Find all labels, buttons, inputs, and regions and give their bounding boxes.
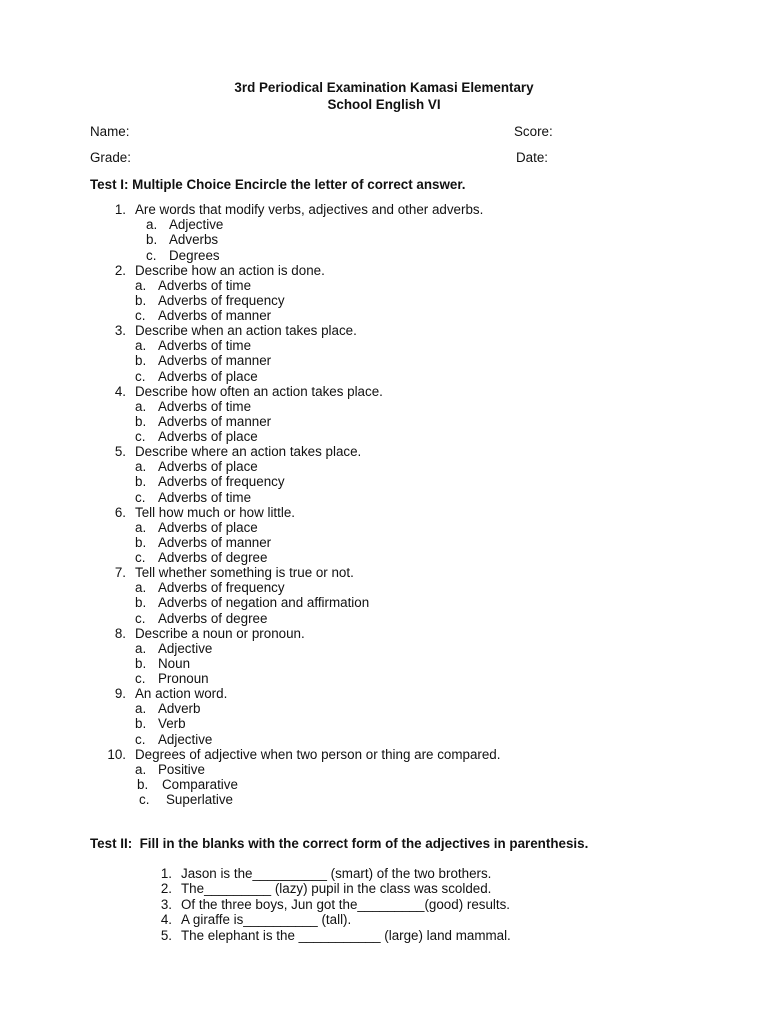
option-text: Adverb: [158, 701, 201, 717]
option-letter[interactable]: c.: [135, 731, 146, 747]
question-text: Describe when an action takes place.: [135, 323, 357, 338]
option-letter[interactable]: c.: [135, 308, 146, 324]
question-number: 6.: [114, 504, 126, 520]
option-text: Adverbs of manner: [158, 353, 272, 369]
option-letter[interactable]: b.: [135, 292, 147, 308]
option-letter[interactable]: a.: [135, 519, 147, 535]
option-text: Adverbs of manner: [158, 308, 272, 324]
question-number: 3.: [114, 323, 126, 338]
option-letter[interactable]: c.: [135, 550, 146, 566]
option-text: Adverbs: [169, 232, 219, 248]
name-label: Name:: [90, 124, 130, 139]
score-label: Score:: [514, 124, 553, 139]
date-label: Date:: [516, 150, 549, 165]
option-text: Adverbs of negation and affirmation: [158, 595, 370, 611]
option-letter[interactable]: b.: [135, 353, 147, 369]
option-text: Adverbs of place: [158, 368, 258, 384]
option-letter[interactable]: c.: [135, 671, 146, 687]
question-text: An action word.: [135, 686, 228, 701]
question-number: 5.: [114, 444, 126, 459]
option-text: Noun: [158, 655, 191, 671]
option-text: Adverbs of time: [158, 489, 252, 505]
question-number: 7.: [114, 565, 126, 580]
option-letter[interactable]: c.: [135, 368, 146, 384]
option-letter[interactable]: b.: [135, 716, 147, 732]
question-number: 8.: [114, 625, 126, 641]
option-text: Comparative: [162, 776, 238, 792]
option-letter[interactable]: b.: [135, 595, 147, 611]
option-letter[interactable]: b.: [135, 474, 147, 490]
question-number: 2.: [114, 262, 126, 278]
option-text: Adverbs of frequency: [158, 292, 285, 308]
option-letter[interactable]: a.: [135, 459, 147, 475]
option-letter[interactable]: b.: [135, 534, 147, 550]
option-text: Adverbs of time: [158, 338, 252, 354]
option-text: Adverbs of degree: [158, 550, 268, 566]
option-letter[interactable]: c.: [135, 610, 146, 626]
fill-item-number: 2.: [160, 881, 172, 897]
question-number: 9.: [114, 686, 126, 701]
fill-item-text[interactable]: A giraffe is__________ (tall).: [181, 912, 352, 928]
option-letter[interactable]: b.: [135, 413, 147, 429]
option-letter[interactable]: a.: [146, 217, 158, 233]
fill-item-number: 5.: [160, 927, 172, 943]
option-text: Adjective: [158, 731, 213, 747]
option-letter[interactable]: c.: [135, 489, 146, 505]
option-text: Adverbs of manner: [158, 413, 272, 429]
test2-heading: Test II: Fill in the blanks with the correct form of the adjectives in parenthesis.: [90, 836, 589, 851]
question-text: Describe how an action is done.: [135, 262, 325, 278]
option-text: Degrees: [169, 247, 220, 263]
option-letter[interactable]: a.: [135, 761, 147, 777]
option-text: Adverbs of frequency: [158, 580, 285, 596]
question-text: Describe how often an action takes place.: [135, 383, 383, 399]
exam-title-line-2: School English VI: [327, 97, 441, 112]
question-text: Tell how much or how little.: [135, 504, 296, 520]
option-letter[interactable]: b.: [146, 232, 158, 248]
option-letter[interactable]: a.: [135, 580, 147, 596]
option-letter[interactable]: a.: [135, 398, 147, 414]
question-text: Describe where an action takes place.: [135, 444, 362, 459]
exam-title-line-1: 3rd Periodical Examination Kamasi Elementary: [234, 80, 534, 95]
option-letter[interactable]: b.: [135, 655, 147, 671]
option-letter[interactable]: b.: [137, 776, 149, 792]
question-number: 4.: [114, 383, 126, 399]
test1-heading: Test I: Multiple Choice Encircle the letter of correct answer.: [90, 177, 466, 192]
option-letter[interactable]: c.: [139, 792, 150, 808]
question-text: Tell whether something is true or not.: [135, 565, 354, 580]
option-text: Adverbs of place: [158, 459, 258, 475]
option-letter[interactable]: a.: [135, 338, 147, 354]
question-text: Degrees of adjective when two person or thing are compared.: [135, 746, 501, 762]
fill-item-text[interactable]: Jason is the__________ (smart) of the two brothers.: [181, 866, 492, 881]
option-letter[interactable]: a.: [135, 277, 147, 293]
fill-item-text[interactable]: Of the three boys, Jun got the_________(good) results.: [181, 896, 511, 912]
option-text: Adverbs of frequency: [158, 474, 285, 490]
option-text: Adverbs of time: [158, 277, 252, 293]
question-number: 1.: [114, 202, 126, 217]
question-text: Describe a noun or pronoun.: [135, 625, 305, 641]
option-text: Pronoun: [158, 671, 209, 687]
option-text: Adverbs of manner: [158, 534, 272, 550]
option-text: Superlative: [166, 792, 233, 808]
fill-item-number: 4.: [160, 912, 172, 928]
fill-item-number: 3.: [160, 896, 172, 912]
option-text: Adverbs of degree: [158, 610, 268, 626]
option-text: Adjective: [158, 640, 213, 656]
fill-item-text[interactable]: The elephant is the ___________ (large) land mammal.: [181, 927, 511, 943]
option-text: Positive: [158, 761, 205, 777]
option-letter[interactable]: c.: [135, 429, 146, 445]
option-text: Adverbs of place: [158, 429, 258, 445]
option-text: Adverbs of time: [158, 398, 252, 414]
question-text: Are words that modify verbs, adjectives and other adverbs.: [135, 202, 484, 217]
option-letter[interactable]: a.: [135, 640, 147, 656]
option-text: Verb: [158, 716, 186, 732]
option-text: Adjective: [169, 217, 224, 233]
option-letter[interactable]: c.: [146, 247, 157, 263]
fill-item-text[interactable]: The_________ (lazy) pupil in the class was scolded.: [181, 881, 492, 897]
fill-item-number: 1.: [160, 866, 172, 881]
option-letter[interactable]: a.: [135, 701, 147, 717]
grade-label: Grade:: [90, 150, 131, 165]
question-number: 10.: [107, 746, 126, 762]
option-text: Adverbs of place: [158, 519, 258, 535]
